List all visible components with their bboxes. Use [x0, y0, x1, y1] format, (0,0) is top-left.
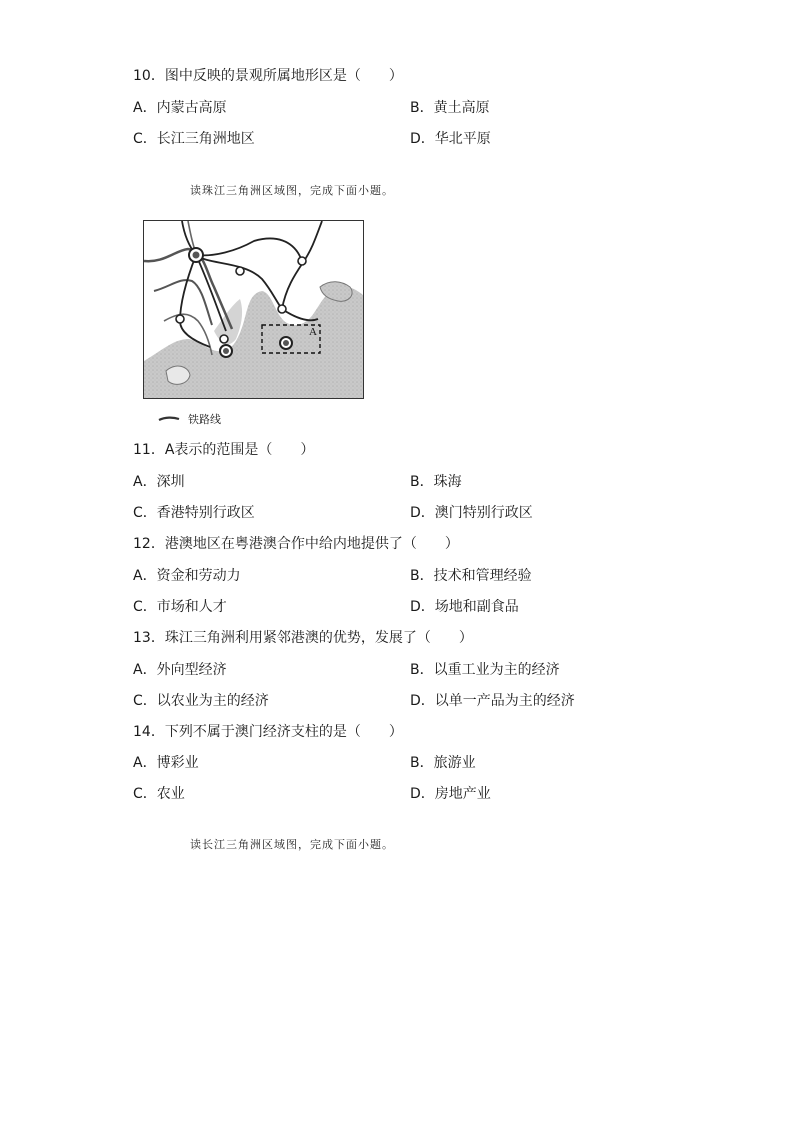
- city-marker: [176, 315, 184, 323]
- question-14: 14．下列不属于澳门经济支柱的是（ ）: [133, 724, 403, 740]
- q14-option-a[interactable]: A．博彩业: [133, 755, 199, 771]
- question-11: 11．A表示的范围是（ ）: [133, 442, 315, 458]
- question-13: 13．珠江三角洲利用紧邻港澳的优势，发展了（ ）: [133, 630, 473, 646]
- city-marker: [278, 305, 286, 313]
- q13-option-d[interactable]: D．以单一产品为主的经济: [410, 693, 575, 709]
- city-marker: [298, 257, 306, 265]
- q14-option-c[interactable]: C．农业: [133, 786, 185, 802]
- q13-option-a[interactable]: A．外向型经济: [133, 662, 227, 678]
- pearl-river-delta-intro: 读珠江三角洲区域图，完成下面小题。: [190, 184, 394, 197]
- yangtze-river-delta-intro: 读长江三角洲区域图，完成下面小题。: [190, 838, 394, 851]
- q10-option-d[interactable]: D．华北平原: [410, 131, 491, 147]
- question-12: 12．港澳地区在粤港澳合作中给内地提供了（ ）: [133, 536, 459, 552]
- q11-option-d[interactable]: D．澳门特别行政区: [410, 505, 533, 521]
- map-graphic: [144, 221, 363, 398]
- q14-option-b[interactable]: B．旅游业: [410, 755, 476, 771]
- q12-option-a[interactable]: A．资金和劳动力: [133, 568, 241, 584]
- q12-option-d[interactable]: D．场地和副食品: [410, 599, 519, 615]
- map-legend: [158, 411, 221, 427]
- railway-line-icon: [158, 416, 180, 422]
- island-southwest: [166, 366, 190, 384]
- q10-option-a[interactable]: A．内蒙古高原: [133, 100, 227, 116]
- pearl-river-delta-map: [143, 220, 364, 399]
- q10-option-c[interactable]: C．长江三角洲地区: [133, 131, 255, 147]
- legend-label: 铁路线: [188, 413, 221, 426]
- q11-option-c[interactable]: C．香港特别行政区: [133, 505, 255, 521]
- q11-option-b[interactable]: B．珠海: [410, 474, 462, 490]
- city-macau: [220, 335, 228, 343]
- q13-option-b[interactable]: B．以重工业为主的经济: [410, 662, 560, 678]
- q12-option-b[interactable]: B．技术和管理经验: [410, 568, 532, 584]
- question-10: 10．图中反映的景观所属地形区是（ ）: [133, 68, 403, 84]
- q11-option-a[interactable]: A．深圳: [133, 474, 185, 490]
- region-a-label: A: [309, 326, 317, 338]
- city-marker: [236, 267, 244, 275]
- q13-option-c[interactable]: C．以农业为主的经济: [133, 693, 269, 709]
- q12-option-c[interactable]: C．市场和人才: [133, 599, 227, 615]
- q14-option-d[interactable]: D．房地产业: [410, 786, 491, 802]
- q10-option-b[interactable]: B．黄土高原: [410, 100, 490, 116]
